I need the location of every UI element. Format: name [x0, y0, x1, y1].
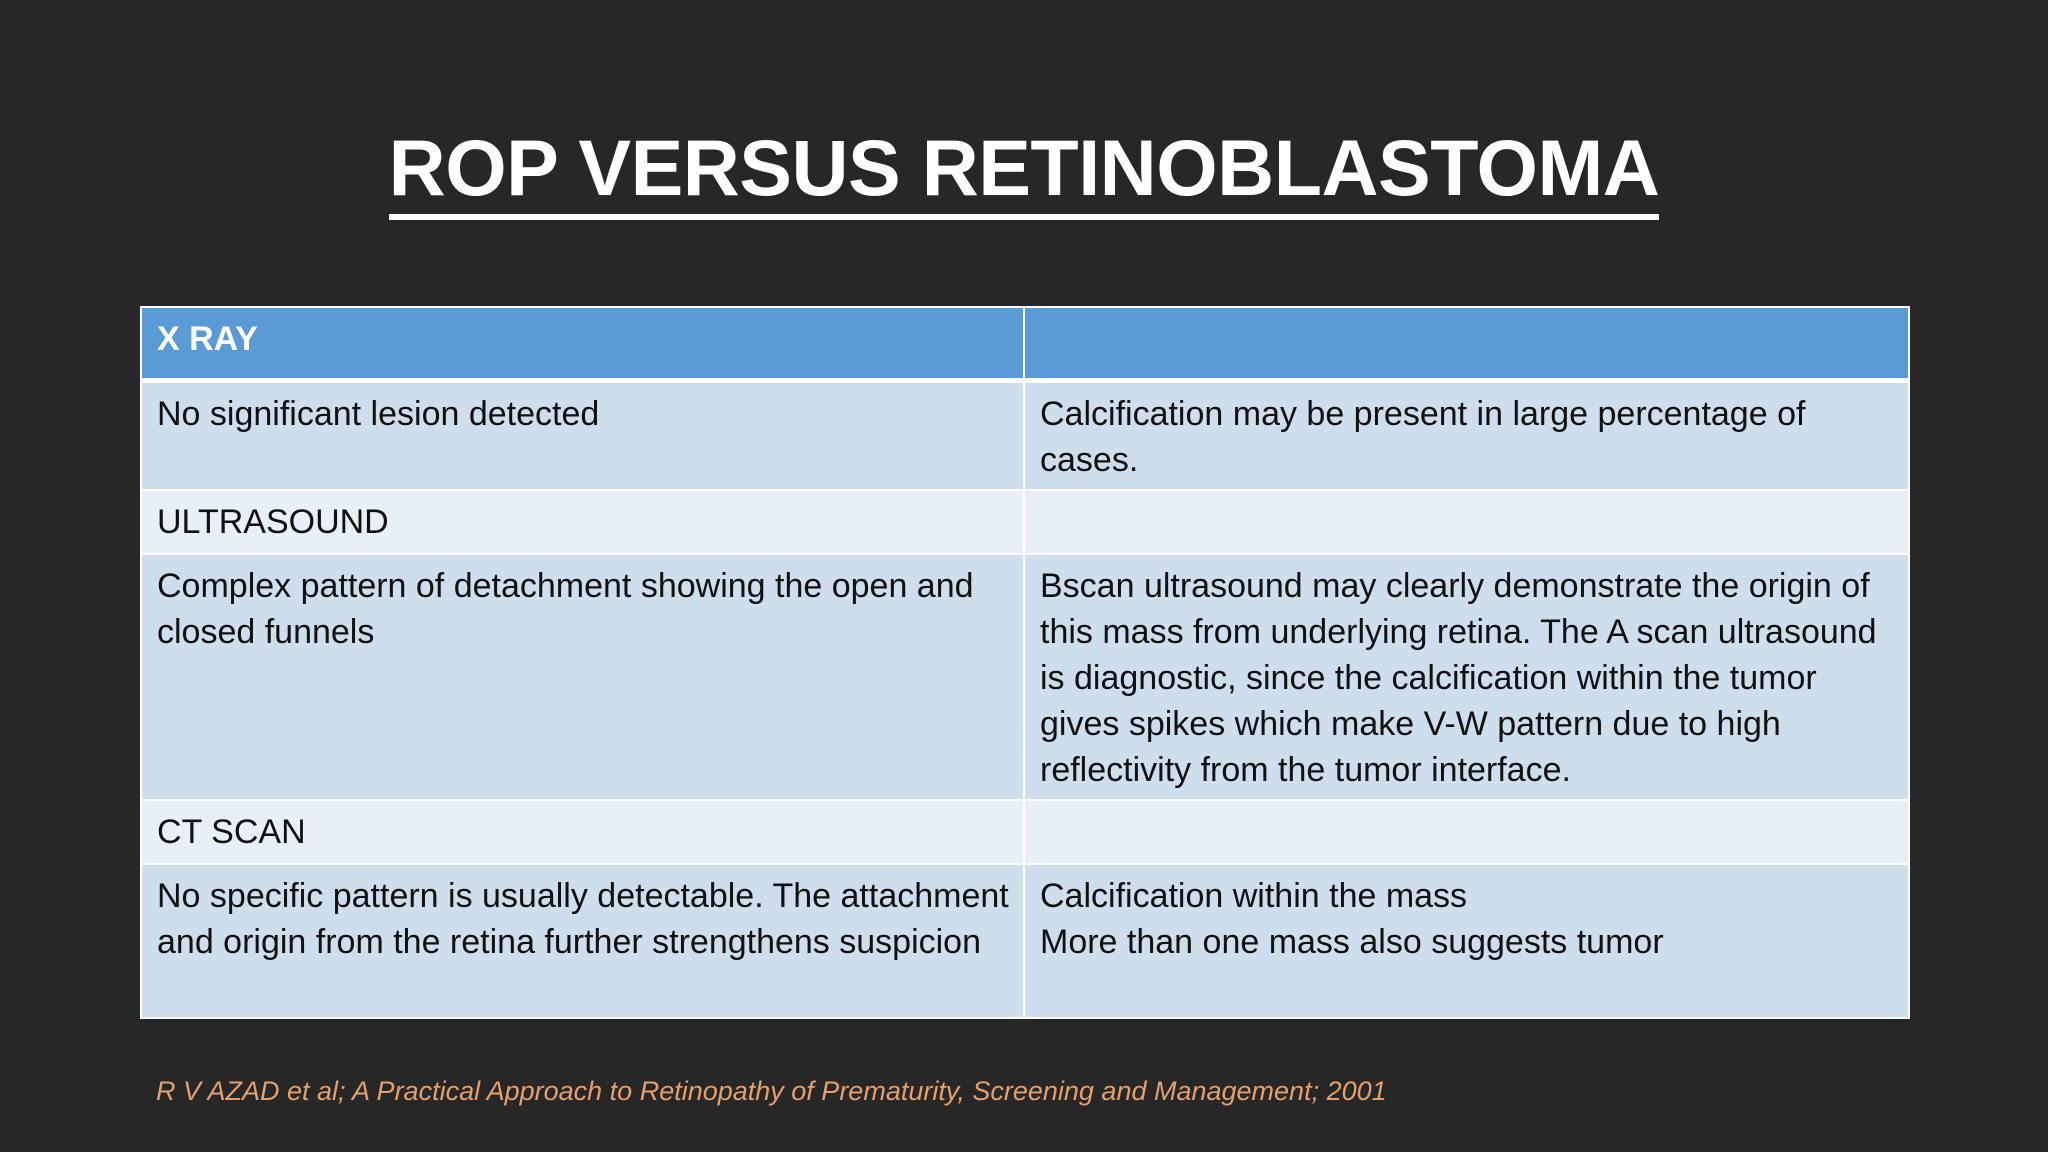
table-cell-left — [141, 800, 1024, 864]
section-label: CT SCAN — [157, 813, 306, 851]
citation-text: R V AZAD et al; A Practical Approach to Retinopathy of Prematurity, Screening and Management; 2001 — [156, 1076, 1387, 1106]
cell-text: Bscan ultrasound may clearly demonstrate the origin of this mass from underlying retina. The A scan ultrasound is diagnostic, since the calcification within the tumor gives spikes which make V-W pattern due to high reflectivity from the tumor interface. — [1040, 567, 1877, 789]
table-cell-left — [141, 381, 1024, 491]
table-cell-right — [1024, 490, 1909, 554]
table-cell-left — [141, 490, 1024, 554]
table-row — [141, 800, 1909, 864]
cell-text-line: More than one mass also suggests tumor — [1040, 923, 1664, 961]
header-cell-right — [1024, 307, 1909, 381]
cell-text: Complex pattern of detachment showing the open and closed funnels — [157, 567, 974, 651]
table-cell-left — [141, 554, 1024, 800]
table-row — [141, 381, 1909, 491]
section-label: ULTRASOUND — [157, 503, 389, 541]
table-row — [141, 864, 1909, 1018]
cell-text: No specific pattern is usually detectable. The attachment and origin from the retina further strengthens suspicion — [157, 877, 1009, 961]
cell-text-line: Calcification within the mass — [1040, 877, 1468, 915]
header-cell-left: X RAY — [141, 307, 1024, 381]
table-cell-left — [141, 864, 1024, 1018]
table-cell-right — [1024, 554, 1909, 800]
slide-title-text: ROP VERSUS RETINOBLASTOMA — [389, 122, 1660, 220]
table-row — [141, 554, 1909, 800]
table-cell-right — [1024, 381, 1909, 491]
table-header-row — [141, 307, 1909, 381]
slide-title — [0, 118, 2048, 220]
table-row — [141, 490, 1909, 554]
cell-text: Calcification may be present in large percentage of cases. — [1040, 395, 1806, 479]
comparison-table-grid — [140, 306, 1910, 1019]
comparison-table — [140, 306, 1908, 1019]
table-cell-right — [1024, 800, 1909, 864]
table-cell-right — [1024, 864, 1909, 1018]
cell-text: No significant lesion detected — [157, 395, 600, 433]
